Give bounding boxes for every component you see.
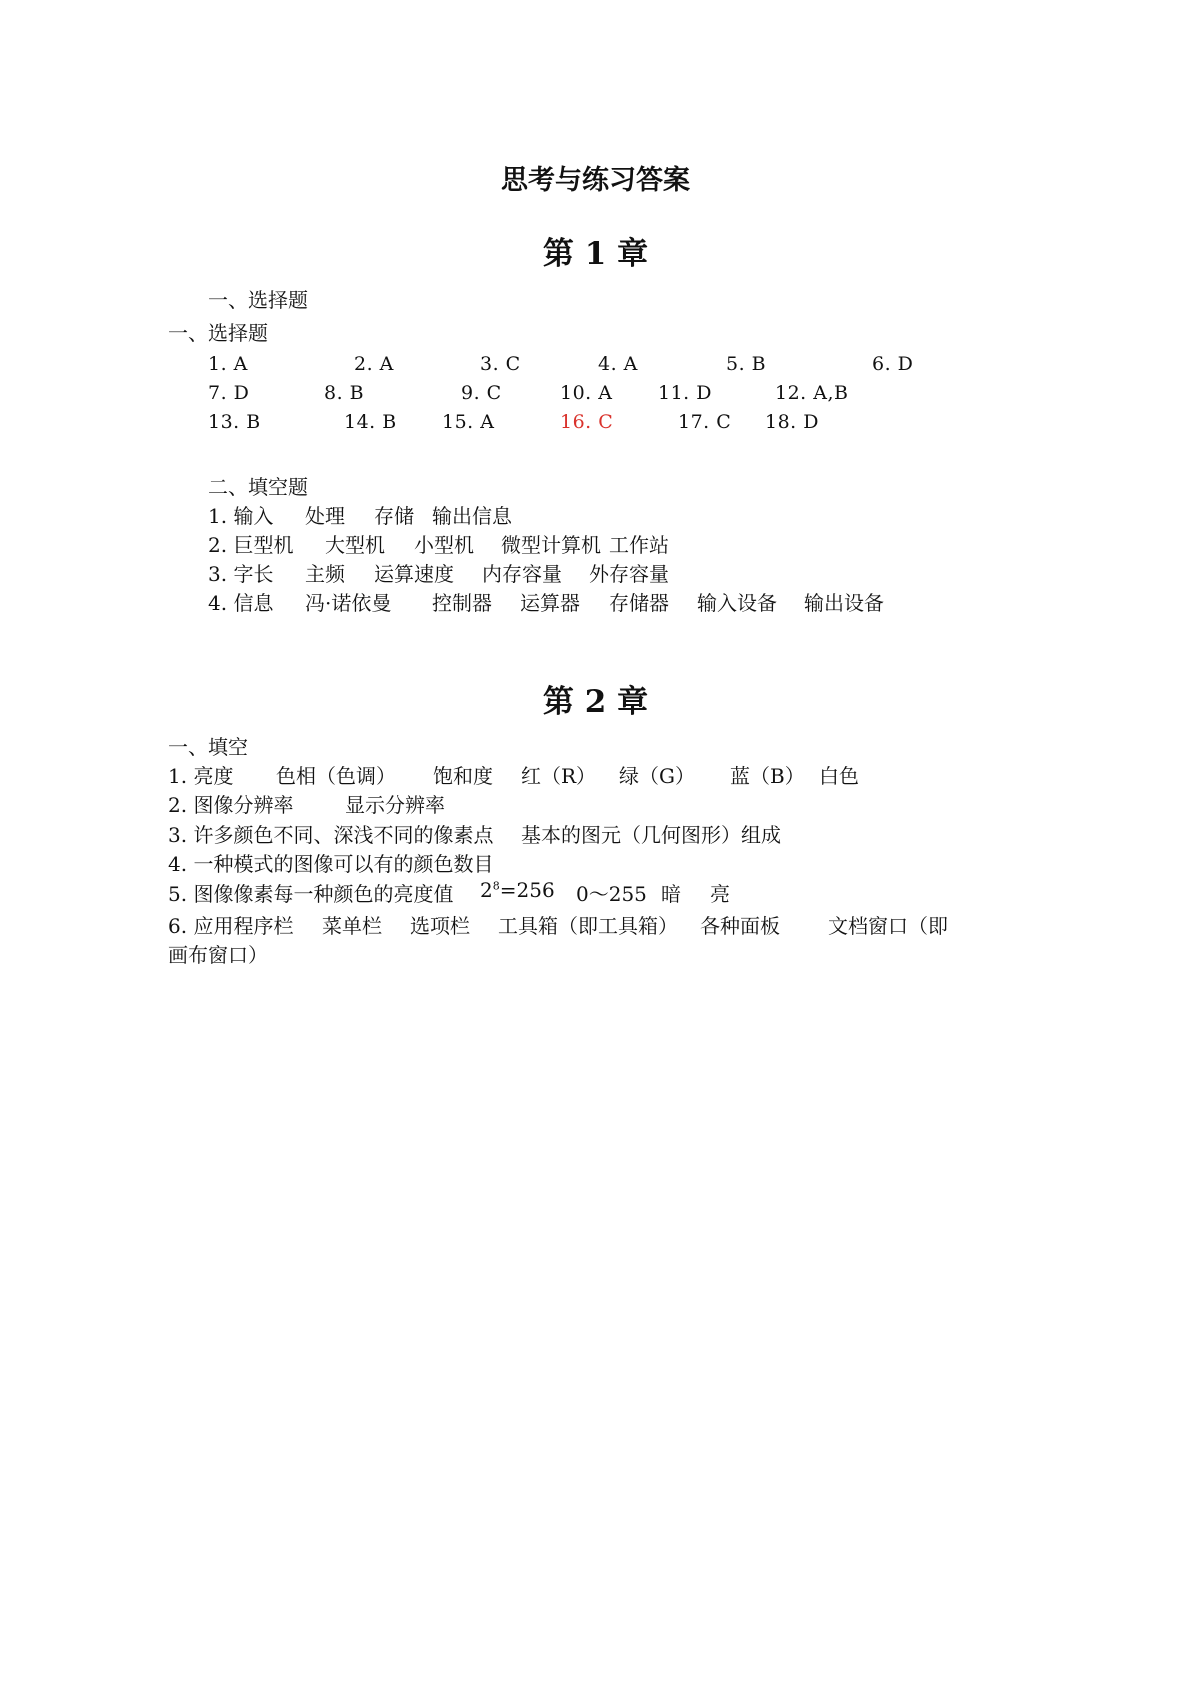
page-title: 思考与练习答案 [501, 165, 690, 196]
fill-3-d: 内存容量 [482, 562, 562, 586]
ch2-6-e: 各种面板 [700, 914, 780, 938]
fill-2-b: 大型机 [325, 533, 385, 557]
fill-4-b: 冯·诺依曼 [305, 591, 392, 615]
ch2-4-a: 4. 一种模式的图像可以有的颜色数目 [168, 852, 494, 876]
ch2-6-a: 6. 应用程序栏 [168, 914, 294, 938]
ch2-6-continuation: 画布窗口） [168, 943, 268, 967]
fill-4-d: 运算器 [520, 591, 580, 615]
answer-13: 13. B [208, 411, 261, 433]
ch2-2-a: 2. 图像分辨率 [168, 793, 294, 817]
ch2-5-power [480, 878, 555, 902]
fill-4-a: 4. 信息 [208, 591, 274, 615]
ch2-5-d: 暗 [661, 882, 681, 906]
answer-1: 1. A [208, 353, 248, 375]
fill-4-c: 控制器 [432, 591, 492, 615]
fill-3-c: 运算速度 [374, 562, 454, 586]
fill-3-e: 外存容量 [589, 562, 669, 586]
answer-11: 11. D [658, 382, 712, 404]
answer-4: 4. A [598, 353, 638, 375]
answer-17: 17. C [678, 411, 732, 433]
ch2-5-e: 亮 [710, 882, 730, 906]
fill-4-f: 输入设备 [697, 591, 777, 615]
ch1-section-fill: 二、填空题 [208, 475, 308, 499]
fill-2-d: 微型计算机 [501, 533, 601, 557]
fill-1-a: 1. 输入 [208, 504, 274, 528]
ch2-5-a: 5. 图像像素每一种颜色的亮度值 [168, 882, 454, 906]
fill-1-c: 存储 [374, 504, 414, 528]
ch2-1-e: 绿（G） [619, 764, 695, 788]
ch2-6-c: 选项栏 [410, 914, 470, 938]
answer-14: 14. B [344, 411, 397, 433]
answer-7: 7. D [208, 382, 250, 404]
ch2-3-b: 基本的图元（几何图形）组成 [521, 823, 781, 847]
answer-3: 3. C [480, 353, 521, 375]
fill-4-e: 存储器 [609, 591, 669, 615]
ch2-5-result: =256 [499, 878, 555, 902]
fill-2-c: 小型机 [414, 533, 474, 557]
answer-15: 15. A [442, 411, 495, 433]
answer-10: 10. A [560, 382, 613, 404]
ch2-6-b: 菜单栏 [322, 914, 382, 938]
ch2-section-fill: 一、填空 [168, 735, 248, 759]
fill-3-b: 主频 [305, 562, 345, 586]
ch1-section-choice: 一、选择题 [168, 321, 268, 345]
answer-8: 8. B [324, 382, 365, 404]
fill-2-e: 工作站 [609, 533, 669, 557]
ch2-1-c: 饱和度 [433, 764, 493, 788]
ch2-1-f: 蓝（B） [730, 764, 805, 788]
chapter-2-heading: 第 2 章 [542, 684, 649, 720]
ch2-5-exponent: 8 [492, 879, 500, 893]
fill-1-b: 处理 [305, 504, 345, 528]
answer-5: 5. B [726, 353, 767, 375]
ch2-1-b: 色相（色调） [276, 764, 396, 788]
answer-12: 12. A,B [775, 382, 849, 404]
answer-9: 9. C [461, 382, 502, 404]
answer-6: 6. D [872, 353, 914, 375]
ch2-6-d: 工具箱（即工具箱） [498, 914, 678, 938]
fill-4-g: 输出设备 [804, 591, 884, 615]
ch2-1-g: 白色 [819, 764, 859, 788]
ch2-5-c: 0～255 [576, 882, 647, 906]
ch1-section-choice-indented: 一、选择题 [208, 288, 308, 312]
answer-18: 18. D [765, 411, 819, 433]
chapter-1-heading: 第 1 章 [542, 236, 649, 272]
ch2-5-base: 2 [480, 878, 493, 902]
ch2-1-a: 1. 亮度 [168, 764, 234, 788]
ch2-1-d: 红（R） [521, 764, 597, 788]
fill-1-d: 输出信息 [432, 504, 512, 528]
answer-2: 2. A [354, 353, 394, 375]
answer-16-highlighted: 16. C [560, 411, 614, 433]
ch2-6-f: 文档窗口（即 [828, 914, 948, 938]
fill-2-a: 2. 巨型机 [208, 533, 294, 557]
ch2-2-b: 显示分辨率 [345, 793, 445, 817]
ch2-3-a: 3. 许多颜色不同、深浅不同的像素点 [168, 823, 494, 847]
fill-3-a: 3. 字长 [208, 562, 274, 586]
